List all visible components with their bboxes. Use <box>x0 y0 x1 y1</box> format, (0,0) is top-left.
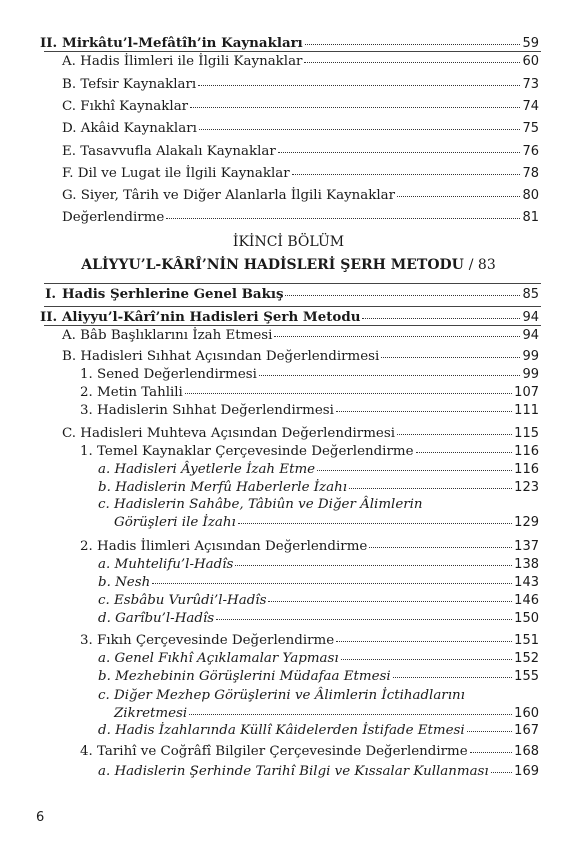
page-number-ref: 155 <box>514 669 539 684</box>
entry-title: B. Tefsir Kaynakları <box>62 77 197 92</box>
section-title: İKİNCİ BÖLÜM <box>232 234 345 250</box>
toc-entry[interactable] <box>98 461 539 478</box>
dot-leader <box>189 713 512 715</box>
entry-number: II. <box>40 309 58 325</box>
dot-leader <box>292 173 521 175</box>
entry-title: Hadis Şerhlerine Genel Bakış <box>62 286 284 302</box>
toc-entry[interactable] <box>114 705 539 722</box>
page-number-ref: 116 <box>514 444 539 459</box>
toc-entry[interactable] <box>98 556 539 573</box>
entry-title: 1. Sened Değerlendirmesi <box>80 367 257 382</box>
entry-title: d. Garîbu’l-Hadîs <box>98 611 215 626</box>
toc-entry[interactable] <box>40 35 539 52</box>
page-number-ref: 111 <box>514 403 539 418</box>
toc-entry[interactable] <box>62 327 539 344</box>
page-number-ref: 160 <box>514 706 539 721</box>
entry-title: 4. Tarihî ve Coğrâfî Bilgiler Çerçevesinde Değerlendirme <box>80 744 468 759</box>
dot-leader <box>491 771 512 773</box>
entry-title: G. Siyer, Târih ve Diğer Alanlarla İlgili Kaynaklar <box>62 188 396 203</box>
entry-title: Aliyyu’l-Kârî’nin Hadisleri Şerh Metodu <box>62 309 361 325</box>
toc-entry[interactable] <box>98 479 539 496</box>
dot-leader <box>152 582 512 584</box>
page-number-ref: 85 <box>522 287 539 302</box>
entry-title: 1. Temel Kaynaklar Çerçevesinde Değerlendirme <box>80 444 414 459</box>
toc-entry[interactable] <box>80 384 539 401</box>
page-number-ref: 94 <box>522 328 539 343</box>
page-number-ref: 116 <box>514 462 539 477</box>
entry-title: F. Dil ve Lugat ile İlgili Kaynaklar <box>62 166 290 181</box>
page-number-ref: 80 <box>522 188 539 203</box>
entry-title: b. Hadislerin Merfû Haberlerle İzahı <box>98 480 347 495</box>
page-number-ref: 74 <box>522 99 539 114</box>
page-number-ref: 115 <box>514 426 539 441</box>
entry-title: b. Nesh <box>98 575 151 590</box>
dot-leader <box>278 151 521 153</box>
page-number-ref: 146 <box>514 593 539 608</box>
dot-leader <box>397 433 512 435</box>
toc-entry[interactable] <box>98 610 539 627</box>
dot-leader <box>467 730 512 732</box>
entry-title: A. Hadis İlimleri ile İlgili Kaynaklar <box>62 54 303 69</box>
dot-leader <box>336 410 512 412</box>
dot-leader <box>185 392 512 394</box>
section-subtitle-page: / 83 <box>468 257 496 273</box>
toc-entry[interactable] <box>62 187 539 204</box>
page-number-ref: 151 <box>514 633 539 648</box>
dot-leader <box>198 84 520 86</box>
entry-number: I. <box>45 286 56 302</box>
entry-title: b. Mezhebinin Görüşlerini Müdafaa Etmesi <box>98 669 391 684</box>
entry-title: Zikretmesi <box>114 706 188 721</box>
toc-entry[interactable] <box>62 120 539 137</box>
page-number-ref: 73 <box>522 77 539 92</box>
page-number-ref: 60 <box>522 54 539 69</box>
dot-leader <box>397 195 520 197</box>
page-number-ref: 143 <box>514 575 539 590</box>
toc-entry[interactable] <box>62 165 539 182</box>
toc-entry[interactable] <box>80 538 539 555</box>
toc-entry[interactable] <box>80 632 539 649</box>
page-number-ref: 75 <box>522 121 539 136</box>
toc-entry[interactable] <box>62 98 539 115</box>
dot-leader <box>268 600 512 602</box>
dot-leader <box>259 374 521 376</box>
entry-title: c. Esbâbu Vurûdi’l-Hadîs <box>98 593 267 608</box>
toc-entry[interactable] <box>40 286 539 303</box>
entry-number: II. <box>40 35 58 51</box>
page-number-ref: 99 <box>522 367 539 382</box>
toc-entry[interactable] <box>62 348 539 365</box>
toc-entry[interactable] <box>62 209 539 226</box>
dot-leader <box>304 61 520 63</box>
section-divider <box>44 283 541 284</box>
toc-entry[interactable] <box>80 402 539 419</box>
dot-leader <box>238 522 512 524</box>
dot-leader <box>369 546 512 548</box>
entry-title: d. Hadis İzahlarında Küllî Kâidelerden İstifade Etmesi <box>98 723 465 738</box>
dot-leader <box>362 317 520 319</box>
entry-title: a. Muhtelifu’l-Hadîs <box>98 557 234 572</box>
toc-entry[interactable] <box>62 143 539 160</box>
dot-leader <box>166 217 520 219</box>
page-number-ref: 59 <box>522 36 539 51</box>
section-subtitle-text: ALİYYU’L-KÂRÎ’NİN HADİSLERİ ŞERH METODU <box>81 257 464 273</box>
dot-leader <box>199 128 521 130</box>
entry-title: 2. Metin Tahlili <box>80 385 183 400</box>
toc-entry[interactable] <box>80 366 539 383</box>
toc-entry[interactable] <box>80 743 539 760</box>
page-number-ref: 123 <box>514 480 539 495</box>
dot-leader <box>341 658 512 660</box>
page-number-ref: 168 <box>514 744 539 759</box>
entry-title: C. Hadisleri Muhteva Açısından Değerlendirmesi <box>62 426 395 441</box>
dot-leader <box>317 469 512 471</box>
section-divider <box>44 306 541 307</box>
section-divider <box>44 51 541 52</box>
entry-title: Mirkâtu’l-Mefâtîh’in Kaynakları <box>62 35 303 51</box>
toc-entry[interactable] <box>40 309 539 326</box>
dot-leader <box>190 106 520 108</box>
toc-entry[interactable] <box>62 53 539 70</box>
entry-title: Değerlendirme <box>62 210 165 225</box>
entry-title: a. Hadislerin Şerhinde Tarihî Bilgi ve Kıssalar Kullanması <box>98 764 489 779</box>
page-number-ref: 152 <box>514 651 539 666</box>
entry-title: 3. Hadislerin Sıhhat Değerlendirmesi <box>80 403 334 418</box>
dot-leader <box>216 618 512 620</box>
page-number-ref: 137 <box>514 539 539 554</box>
dot-leader <box>393 676 512 678</box>
entry-title: Görüşleri ile İzahı <box>114 515 236 530</box>
page-number-ref: 107 <box>514 385 539 400</box>
page-number-ref: 150 <box>514 611 539 626</box>
entry-title: C. Fıkhî Kaynaklar <box>62 99 189 114</box>
toc-entry[interactable] <box>80 443 539 460</box>
entry-title: 2. Hadis İlimleri Açısından Değerlendirme <box>80 539 368 554</box>
entry-title: B. Hadisleri Sıhhat Açısından Değerlendirmesi <box>62 349 380 364</box>
dot-leader <box>274 335 520 337</box>
section-subtitle <box>0 257 577 273</box>
dot-leader <box>305 43 521 45</box>
toc-entry[interactable] <box>98 668 539 685</box>
entry-title: E. Tasavvufla Alakalı Kaynaklar <box>62 144 276 159</box>
section-divider <box>44 325 541 326</box>
toc-entry-line1: c. Diğer Mezhep Görüşlerini ve Âlimlerin İctihadlarını <box>98 688 465 703</box>
page-number-ref: 78 <box>522 166 539 181</box>
toc-entry[interactable] <box>98 763 539 780</box>
dot-leader <box>235 564 512 566</box>
entry-title: D. Akâid Kaynakları <box>62 121 197 136</box>
page-number: 6 <box>36 810 45 825</box>
page-number-ref: 99 <box>522 349 539 364</box>
page-number-ref: 76 <box>522 144 539 159</box>
page-number-ref: 167 <box>514 723 539 738</box>
toc-entry-line1: c. Hadislerin Sahâbe, Tâbiûn ve Diğer Âlimlerin <box>98 497 423 512</box>
dot-leader <box>285 294 520 296</box>
dot-leader <box>416 451 513 453</box>
page-number-ref: 94 <box>522 310 539 325</box>
toc-entry[interactable] <box>62 76 539 93</box>
entry-title: 3. Fıkıh Çerçevesinde Değerlendirme <box>80 633 335 648</box>
dot-leader <box>470 751 513 753</box>
toc-entry[interactable] <box>62 425 539 442</box>
entry-title: a. Hadisleri Âyetlerle İzah Etme <box>98 462 316 477</box>
toc-entry[interactable] <box>98 722 539 739</box>
page-number-ref: 81 <box>522 210 539 225</box>
page-number-ref: 129 <box>514 515 539 530</box>
toc-entry[interactable] <box>98 592 539 609</box>
toc-entry[interactable] <box>114 514 539 531</box>
page-number-ref: 138 <box>514 557 539 572</box>
dot-leader <box>336 640 512 642</box>
page-number-ref: 169 <box>514 764 539 779</box>
dot-leader <box>349 487 512 489</box>
dot-leader <box>381 356 520 358</box>
toc-entry[interactable] <box>98 650 539 667</box>
entry-title: a. Genel Fıkhî Açıklamalar Yapması <box>98 651 339 666</box>
entry-title: A. Bâb Başlıklarını İzah Etmesi <box>62 328 273 343</box>
toc-entry[interactable] <box>98 574 539 591</box>
